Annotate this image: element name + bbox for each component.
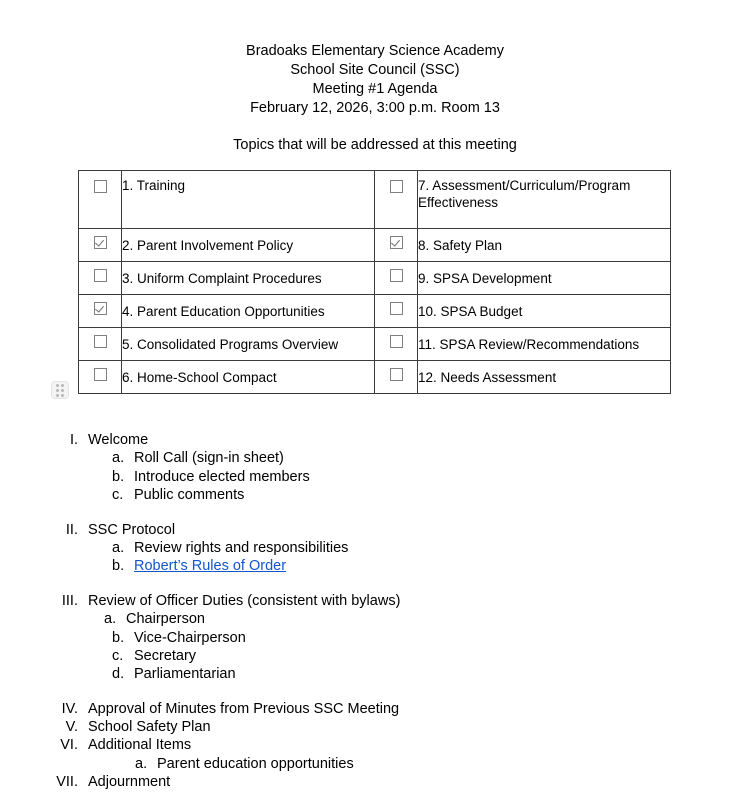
topic-label-5: 5. Consolidated Programs Overview bbox=[122, 328, 375, 361]
agenda-marker-iii-d: d. bbox=[112, 666, 125, 683]
checkbox-topic-4[interactable] bbox=[94, 302, 107, 315]
agenda-numeral-iv: IV. bbox=[61, 700, 78, 717]
topics-table bbox=[78, 170, 671, 394]
agenda-sub-iii-d bbox=[112, 665, 236, 683]
agenda-item-iii bbox=[0, 592, 750, 610]
agenda-item-ii bbox=[0, 521, 750, 539]
checkbox-cell-12[interactable] bbox=[375, 361, 418, 394]
topic-label-4: 4. Parent Education Opportunities bbox=[122, 295, 375, 328]
agenda-subtext-vi-a: Parent education opportunities bbox=[157, 755, 354, 772]
agenda-sub-i-c bbox=[112, 486, 244, 504]
agenda-text-vi: Additional Items bbox=[88, 737, 192, 754]
school-name: Bradoaks Elementary Science Academy bbox=[246, 43, 504, 59]
agenda-text-i: Welcome bbox=[88, 432, 149, 448]
agenda-subtext-i-b: Introduce elected members bbox=[134, 468, 310, 485]
table-row bbox=[79, 171, 671, 229]
topic-label-12: 12. Needs Assessment bbox=[418, 361, 671, 394]
checkbox-cell-2[interactable] bbox=[79, 229, 122, 262]
checkbox-cell-6[interactable] bbox=[79, 361, 122, 394]
topics-intro: Topics that will be addressed at this meeting bbox=[233, 137, 517, 153]
agenda-item-ii-a bbox=[0, 539, 750, 557]
drag-grid-dots bbox=[56, 384, 64, 397]
agenda-numeral-iii: III. bbox=[61, 592, 78, 609]
agenda-outline bbox=[0, 431, 750, 792]
checkbox-topic-11[interactable] bbox=[390, 335, 403, 348]
checkbox-cell-8[interactable] bbox=[375, 229, 418, 262]
checkbox-topic-1[interactable] bbox=[94, 180, 107, 193]
table-row bbox=[79, 361, 671, 394]
agenda-sub-i-b bbox=[112, 468, 310, 486]
agenda-item-v bbox=[0, 718, 750, 736]
agenda-item-i-b bbox=[0, 468, 750, 486]
topic-label-9: 9. SPSA Development bbox=[418, 262, 671, 295]
agenda-sub-i-a bbox=[112, 449, 284, 467]
checkbox-topic-12[interactable] bbox=[390, 368, 403, 381]
agenda-marker-iii-a: a. bbox=[104, 611, 117, 628]
checkbox-topic-9[interactable] bbox=[390, 269, 403, 282]
checkbox-topic-6[interactable] bbox=[94, 368, 107, 381]
agenda-numeral-ii: II. bbox=[65, 521, 78, 538]
topic-label-3: 3. Uniform Complaint Procedures bbox=[122, 262, 375, 295]
meeting-title: Meeting #1 Agenda bbox=[312, 81, 438, 97]
agenda-text-v: School Safety Plan bbox=[88, 719, 211, 736]
agenda-item-vii bbox=[0, 773, 750, 791]
agenda-item-i bbox=[0, 431, 750, 449]
agenda-subtext-iii-d: Parliamentarian bbox=[134, 666, 236, 683]
drag-grid-icon[interactable] bbox=[51, 381, 69, 399]
topic-label-7: 7. Assessment/Curriculum/Program Effectiveness bbox=[418, 171, 671, 229]
agenda-subtext-i-a: Roll Call (sign-in sheet) bbox=[134, 450, 284, 467]
agenda-item-vi-a bbox=[0, 755, 750, 773]
document-header bbox=[0, 42, 750, 118]
agenda-sub-iii-b bbox=[112, 629, 246, 647]
agenda-marker-i-c: c. bbox=[112, 487, 124, 504]
agenda-item-iii-a bbox=[0, 610, 750, 628]
agenda-marker-iii-c: c. bbox=[112, 647, 124, 664]
agenda-text-iv: Approval of Minutes from Previous SSC Meeting bbox=[88, 700, 400, 717]
agenda-item-vi bbox=[0, 736, 750, 754]
checkbox-topic-3[interactable] bbox=[94, 269, 107, 282]
council-name: School Site Council (SSC) bbox=[290, 62, 460, 78]
agenda-sub-ii-a bbox=[112, 539, 348, 557]
agenda-text-vii: Adjournment bbox=[88, 774, 171, 791]
agenda-marker-iii-b: b. bbox=[112, 629, 125, 646]
checkbox-cell-11[interactable] bbox=[375, 328, 418, 361]
agenda-numeral-v: V. bbox=[65, 719, 78, 736]
table-row bbox=[79, 262, 671, 295]
agenda-text-iii: Review of Officer Duties (consistent with bylaws) bbox=[88, 592, 401, 609]
topic-label-2: 2. Parent Involvement Policy bbox=[122, 229, 375, 262]
agenda-marker-i-a: a. bbox=[112, 450, 125, 467]
agenda-marker-ii-b: b. bbox=[112, 558, 125, 575]
roberts-rules-link[interactable]: Robert’s Rules of Order bbox=[134, 558, 287, 575]
meeting-datetime: February 12, 2026, 3:00 p.m. Room 13 bbox=[250, 100, 500, 116]
agenda-subtext-iii-b: Vice-Chairperson bbox=[134, 629, 246, 646]
checkbox-cell-3[interactable] bbox=[79, 262, 122, 295]
topic-label-8: 8. Safety Plan bbox=[418, 229, 671, 262]
checkbox-cell-4[interactable] bbox=[79, 295, 122, 328]
agenda-marker-vi-a: a. bbox=[135, 755, 148, 772]
checkbox-cell-7[interactable] bbox=[375, 171, 418, 229]
table-row bbox=[79, 229, 671, 262]
agenda-numeral-vii: VII. bbox=[56, 774, 78, 791]
table-row bbox=[79, 328, 671, 361]
checkbox-cell-5[interactable] bbox=[79, 328, 122, 361]
agenda-sub-ii-b bbox=[112, 557, 286, 575]
agenda-marker-ii-a: a. bbox=[112, 539, 125, 556]
checkbox-topic-7[interactable] bbox=[390, 180, 403, 193]
topic-label-1: 1. Training bbox=[122, 171, 375, 229]
agenda-subtext-ii-a: Review rights and responsibilities bbox=[134, 539, 349, 556]
agenda-marker-i-b: b. bbox=[112, 468, 125, 485]
agenda-item-iii-d bbox=[0, 665, 750, 683]
agenda-text-ii: SSC Protocol bbox=[88, 521, 176, 538]
agenda-numeral-i: I. bbox=[69, 432, 78, 448]
agenda-subtext-iii-c: Secretary bbox=[134, 647, 197, 664]
agenda-spacer-3 bbox=[0, 684, 750, 700]
agenda-sub-vi-a bbox=[135, 755, 354, 773]
checkbox-cell-10[interactable] bbox=[375, 295, 418, 328]
agenda-subtext-iii-a: Chairperson bbox=[126, 611, 205, 628]
topic-label-6: 6. Home-School Compact bbox=[122, 361, 375, 394]
agenda-spacer-2 bbox=[0, 576, 750, 592]
checkbox-topic-5[interactable] bbox=[94, 335, 107, 348]
agenda-item-iii-c bbox=[0, 647, 750, 665]
checkbox-topic-10[interactable] bbox=[390, 302, 403, 315]
agenda-item-iii-b bbox=[0, 629, 750, 647]
agenda-subtext-i-c: Public comments bbox=[134, 487, 245, 504]
agenda-spacer-1 bbox=[0, 505, 750, 521]
agenda-sub-iii-c bbox=[112, 647, 196, 665]
table-row bbox=[79, 295, 671, 328]
agenda-item-i-c bbox=[0, 486, 750, 504]
agenda-item-i-a bbox=[0, 449, 750, 467]
checkbox-cell-1[interactable] bbox=[79, 171, 122, 229]
agenda-sub-iii-a bbox=[104, 610, 205, 628]
checkbox-cell-9[interactable] bbox=[375, 262, 418, 295]
agenda-item-iv bbox=[0, 700, 750, 718]
topic-label-10: 10. SPSA Budget bbox=[418, 295, 671, 328]
checkbox-topic-2[interactable] bbox=[94, 236, 107, 249]
topic-label-11: 11. SPSA Review/Recommendations bbox=[418, 328, 671, 361]
agenda-item-ii-b bbox=[0, 557, 750, 575]
agenda-numeral-vi: VI. bbox=[60, 737, 78, 754]
checkbox-topic-8[interactable] bbox=[390, 236, 403, 249]
